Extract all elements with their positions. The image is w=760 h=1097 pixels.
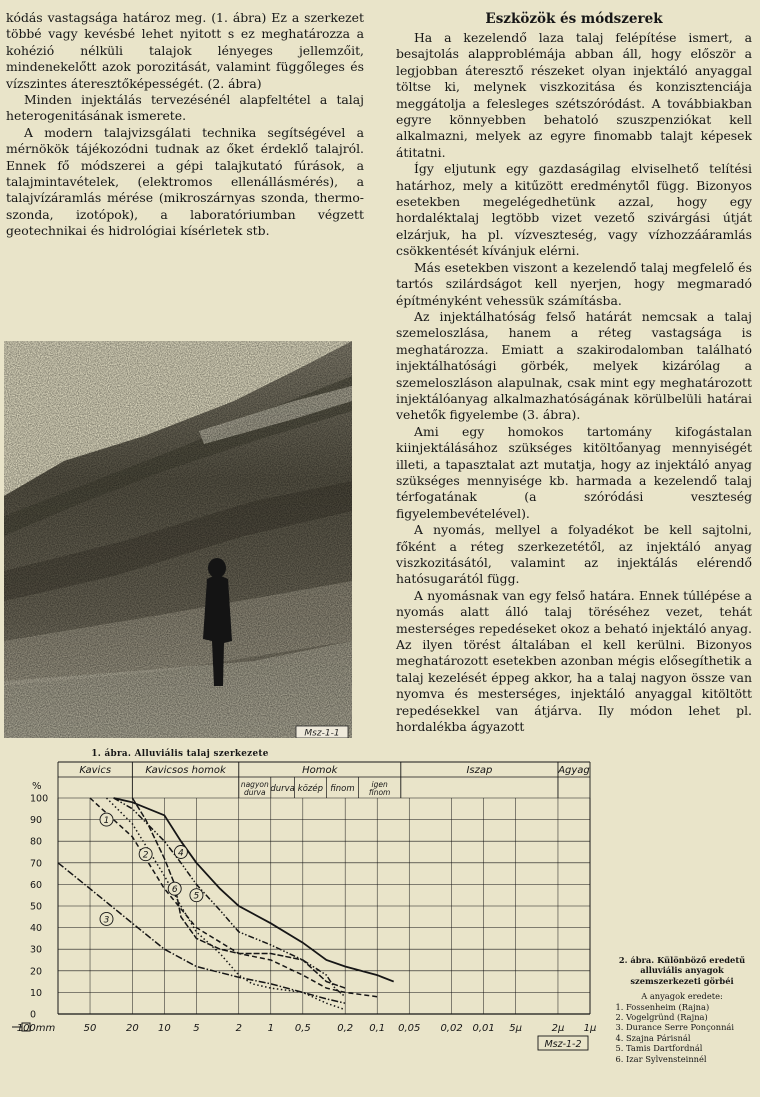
band-label: Kavicsos homok	[145, 765, 226, 776]
section-heading: Eszközök és módszerek	[485, 11, 663, 27]
x-tick-label: 2	[235, 1023, 242, 1034]
origin-list	[612, 1002, 752, 1064]
x-tick-label: 0,05	[398, 1023, 421, 1034]
x-tick-label: 1	[267, 1023, 274, 1034]
y-tick-label: 60	[30, 879, 43, 891]
y-tick-label: 30	[30, 944, 43, 956]
x-tick-label: 0,01	[472, 1023, 495, 1034]
y-tick-label: 10	[30, 987, 43, 999]
chart-caption-subtitle: A anyagok eredete:	[641, 991, 723, 1002]
list-item: 2. Vogelgründ (Rajna)	[626, 1012, 752, 1022]
x-tick-label: 0,2	[337, 1023, 354, 1034]
sand-sublabel: igen	[371, 780, 388, 789]
paragraph: A nyomás, mellyel a folyadékot be kell sajtolni, főként a réteg szerkezetétől, az injektáló anyag viszkozitásától, valamint az injektálás elérendő hatósugarától függ.	[396, 522, 752, 587]
series-label: 6	[171, 885, 178, 896]
paragraph: Ha a kezelendő laza talaj felépítése ismert, a besajtolás alapproblémája abban áll, hogy először a legjobban áteresztő részeket olyan injektáló anyaggal töltse ki, melynek viszkozitása és konzisztenciája meggátolja a felesleges szétszóródást. A továbbiakban egyre könnyebben behatoló szuszpenziókat kell alkalmazni, melyek az egyre finomabb talajt képesek átitatni.	[396, 30, 752, 160]
list-item: 4. Szajna Párisnál	[626, 1033, 752, 1043]
band-label: Homok	[302, 765, 338, 776]
x-tick-label: 100mm	[16, 1023, 56, 1034]
x-tick-label: 5	[193, 1023, 200, 1034]
chart-caption-title: 2. ábra. Különböző eredetű alluviális anyagok szemszerkezeti görbéi	[618, 955, 746, 986]
paragraph: Ami egy homokos tartomány kifogástalan kiinjektálásához szükséges kitöltőanyag mennyiségét illeti, a tapasztalat azt mutatja, hogy az injektáló anyag szükséges mennyisége kb. harmada a kezelendő talaj térfogatának (a szóródási veszteség figyelembevételével).	[396, 423, 752, 521]
series-label: 4	[178, 848, 184, 859]
series-label: 1	[103, 816, 110, 827]
paragraph: kódás vastagsága határoz meg. (1. ábra) Ez a szerkezet többé vagy kevésbé lehet nyitott s ez meghatározza a kohézió nélküli talajok lényeges jellemzőit, mindenekelőtt azok porozitását, valamint függőleges és vízszintes áteresztőképességét. (2. ábra)	[6, 10, 364, 91]
list-item: 6. Izar Sylvensteinnél	[626, 1054, 752, 1064]
series-label: 5	[193, 891, 200, 902]
sand-sublabel: finom	[368, 788, 391, 797]
x-tick-label: 2μ	[551, 1023, 565, 1034]
sand-sublabel: durva	[243, 788, 266, 797]
y-tick-label: 20	[30, 966, 43, 978]
x-tick-label: 0,02	[440, 1023, 463, 1034]
y-tick-label: 50	[30, 901, 43, 913]
paragraph: Más esetekben viszont a kezelendő talaj megfelelő és tartós szilárdságot kell nyerjen, hogy megmaradó építményként vehessük számításba.	[396, 259, 752, 308]
y-tick-label: 0	[30, 1009, 37, 1021]
y-tick-label: 90	[30, 815, 43, 827]
y-tick-label: 70	[30, 858, 43, 870]
paragraph: A modern talajvizsgálati technika segítségével a mérnökök tájékozódni tudnak az őket érdeklő talajról. Ennek fő módszerei a gépi talajkutató fúrások, a talajmintavételek, (elektromos ellenállásmérés), a talajvízáramlás mérése (mikroszárnyas szonda, thermo-szonda, izotópok), a laboratóriumban végzett geotechnikai és hidrológiai kísérletek stb.	[6, 124, 364, 239]
x-tick-label: 50	[83, 1023, 97, 1034]
sand-sublabel: durva	[270, 784, 295, 794]
y-tick-label: 40	[30, 923, 43, 935]
sand-sublabel: nagyon	[240, 780, 269, 789]
photo-image	[4, 341, 352, 738]
x-tick-label: 20	[126, 1023, 139, 1034]
left-text-column	[6, 10, 364, 240]
band-label: Kavics	[79, 765, 112, 776]
y-tick-label: 100	[30, 793, 49, 805]
sand-sublabel: közép	[297, 784, 324, 794]
grain-size-chart-svg	[0, 760, 610, 1090]
figure-stamp-label: Msz-1-2	[544, 1039, 582, 1050]
series-line	[90, 798, 377, 997]
photo-caption: 1. ábra. Alluviális talaj szerkezete	[91, 749, 269, 759]
band-label: Agyag	[558, 765, 590, 776]
x-tick-label: 5μ	[509, 1023, 522, 1034]
series-label: 3	[103, 915, 110, 926]
series-line	[58, 863, 345, 1003]
x-tick-label: 0,1	[369, 1023, 386, 1034]
list-item: 1. Fossenheim (Rajna)	[626, 1002, 752, 1012]
list-item: 3. Durance Serre Ponçonnái	[626, 1022, 752, 1032]
grain-size-chart	[0, 760, 610, 1090]
photo-label: Msz-1-1	[304, 728, 340, 738]
y-axis-label: %	[32, 781, 42, 792]
paragraph: Minden injektálás tervezésénél alapfeltétel a talaj heterogenitásának ismerete.	[6, 92, 364, 124]
sand-sublabel: finom	[330, 784, 355, 794]
right-text-column	[396, 10, 752, 735]
series-label: 2	[142, 850, 149, 861]
y-tick-label: 80	[30, 836, 43, 848]
list-item: 5. Tamis Dartfordnál	[626, 1043, 752, 1053]
paragraph: Az injektálhatóság felső határát nemcsak a talaj szemeloszlása, hanem a réteg vastagsága is meghatározza. Emiatt a szakirodalomban található injektálhatósági görbék, melyek kizárólag a szemeloszláson alapulnak, csak mint egy meghatározott injektálóanyag alkalmazhatóságának körülbelüli határai vehetők figyelembe (3. ábra).	[396, 308, 752, 423]
series-line	[107, 798, 346, 1010]
paragraph: A nyomásnak van egy felső határa. Ennek túllépése a nyomás alatt álló talaj töréséhez vezet, tehát mesterséges repedéseket okoz a beható injektáló anyag. Az ilyen törést általában el kell kerülni. Bizonyos meghatározott esetekben azonban mégis elősegíthetik a talaj kezelését éppeg akkor, ha a talaj nagyon össze van nyomva és mesterséges, injektáló anyaggal kitöltött repedésekkel van átjárva. Ily módon lehet pl. hordalékba ágyazott	[396, 587, 752, 735]
chart-caption	[612, 955, 752, 1064]
x-tick-label: 10	[158, 1023, 171, 1034]
band-label: Iszap	[466, 765, 493, 776]
x-tick-label: 1μ	[583, 1023, 597, 1034]
alluvial-soil-photo	[4, 341, 352, 738]
paragraph: Így eljutunk egy gazdaságilag elviselhető telítési határhoz, mely a kitűzött eredménytől függ. Bizonyos esetekben megelégedhetünk azzal, hogy egy hordaléktalaj legtöbb vizet vezető szivárgási útját elzárjuk, ha pl. vízveszteség, vagy vízhozzááramlás csökkentését kívánjuk elérni.	[396, 161, 752, 259]
x-tick-label: 0,5	[294, 1023, 311, 1034]
